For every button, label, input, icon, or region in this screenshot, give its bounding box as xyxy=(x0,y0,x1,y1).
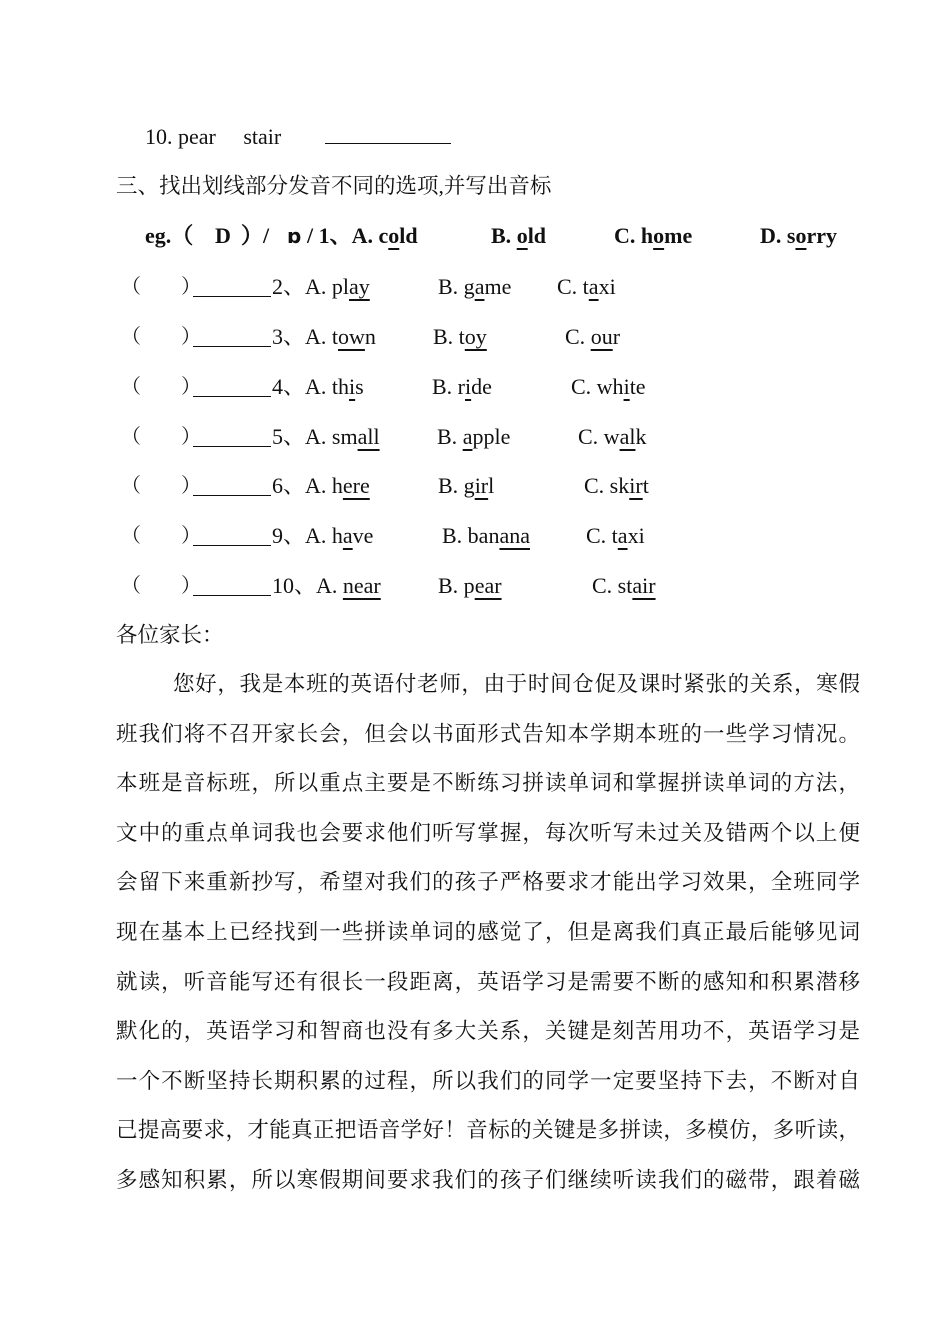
question-number: 4、A. xyxy=(272,374,332,399)
answer-paren[interactable]: （ ） xyxy=(121,376,201,398)
underlined-letters: ou xyxy=(590,324,613,349)
exercise-row xyxy=(0,272,900,302)
letter-line: 班我们将不召开家长会，但会以书面形式告知本学期本班的一些学习情况。 xyxy=(116,721,860,746)
option-prefix: th xyxy=(331,374,350,399)
phonetic-blank[interactable] xyxy=(193,523,271,546)
option-rest: de xyxy=(471,374,492,399)
underlined-letters: near xyxy=(342,573,381,598)
example-option-c xyxy=(614,221,692,251)
option-a xyxy=(272,272,370,302)
option-prefix: B. xyxy=(491,223,517,248)
option-rest: k xyxy=(635,424,647,449)
option-prefix: pl xyxy=(331,274,350,299)
example-option-a xyxy=(307,221,418,251)
letter-line: 您好，我是本班的英语付老师，由于时间仓促及课时紧张的关系，寒假 xyxy=(173,672,860,696)
option-prefix: B. xyxy=(437,424,463,449)
question-10-word2: stair xyxy=(243,124,282,149)
underlined-letters: ana xyxy=(499,523,530,548)
option-rest: xi xyxy=(627,523,645,548)
option-rest: t xyxy=(642,473,649,498)
question-number: 10、A. xyxy=(272,573,343,598)
option-c xyxy=(586,521,645,551)
question-number: 2、A. xyxy=(272,274,332,299)
letter-body xyxy=(116,660,860,1206)
option-a xyxy=(272,471,370,501)
underlined-letters: ere xyxy=(342,473,370,498)
option-b xyxy=(438,571,502,601)
option-rest: rry xyxy=(806,223,837,248)
option-b xyxy=(433,322,487,352)
underlined-letters: o xyxy=(653,223,665,248)
exercise-row xyxy=(0,571,900,601)
phonetic-blank[interactable] xyxy=(193,324,271,347)
option-b xyxy=(438,272,511,302)
letter-line: 多感知积累，所以寒假期间要求我们的孩子们继续听读我们的磁带，跟着磁 xyxy=(116,1167,860,1192)
section-heading: 三、找出划线部分发音不同的选项,并写出音标 xyxy=(116,174,552,198)
underlined-letters: a xyxy=(462,424,473,449)
option-rest: me xyxy=(484,274,512,299)
option-prefix: t xyxy=(331,324,339,349)
letter-line: 默化的，英语学习和智商也没有多大关系，关键是刻苦用功不，英语学习是 xyxy=(116,1019,860,1044)
answer-paren[interactable]: （ ） xyxy=(121,276,201,298)
exercise-row xyxy=(0,471,900,501)
option-prefix: C. t xyxy=(586,523,618,548)
underlined-letters: i xyxy=(349,374,356,399)
underlined-letters: i xyxy=(623,374,630,399)
underlined-letters: all xyxy=(357,424,380,449)
option-b xyxy=(432,372,492,402)
underlined-letters: o xyxy=(516,223,528,248)
letter-line: 文中的重点单词我也会要求他们听写掌握，每次听写未过关及错两个以上便 xyxy=(116,820,860,845)
option-c xyxy=(565,322,620,352)
underlined-letters: o xyxy=(388,223,400,248)
example-option-b xyxy=(491,221,546,251)
option-rest: ld xyxy=(399,223,418,248)
example-line xyxy=(145,221,865,251)
option-c xyxy=(557,272,616,302)
answer-paren[interactable]: （ ） xyxy=(121,575,201,597)
letter-greeting: 各位家长： xyxy=(116,623,224,647)
option-a xyxy=(272,521,373,551)
option-b xyxy=(438,471,494,501)
option-prefix: B. t xyxy=(433,324,465,349)
option-a xyxy=(272,571,381,601)
exercise-row xyxy=(0,372,900,402)
option-rest: r xyxy=(612,324,621,349)
option-a xyxy=(272,422,380,452)
option-prefix: B. p xyxy=(438,573,475,598)
option-rest: ve xyxy=(352,523,374,548)
option-rest: s xyxy=(355,374,364,399)
option-rest: xi xyxy=(598,274,616,299)
option-prefix: C. t xyxy=(557,274,589,299)
option-c xyxy=(584,471,649,501)
exercise-row xyxy=(0,422,900,452)
underlined-letters: a xyxy=(474,274,485,299)
underlined-letters: air xyxy=(632,573,656,598)
option-rest: n xyxy=(364,324,376,349)
option-rest: l xyxy=(488,473,495,498)
option-prefix: sm xyxy=(331,424,358,449)
underlined-letters: ir xyxy=(474,473,489,498)
phonetic-blank[interactable] xyxy=(193,473,271,496)
question-number: 9、A. xyxy=(272,523,332,548)
option-prefix: C. w xyxy=(578,424,620,449)
question-10-label: 10. pear xyxy=(145,124,216,149)
option-prefix: h xyxy=(331,523,343,548)
underlined-letters: ir xyxy=(629,473,643,498)
option-prefix: D. s xyxy=(760,223,796,248)
option-prefix: C. wh xyxy=(571,374,624,399)
underlined-letters: a xyxy=(342,523,353,548)
underlined-letters: al xyxy=(619,424,636,449)
option-a xyxy=(272,322,376,352)
example-answer: D xyxy=(215,223,231,248)
phonetic-blank[interactable] xyxy=(193,374,271,397)
option-c xyxy=(578,422,646,452)
underlined-letters: a xyxy=(617,523,628,548)
phonetic-blank[interactable] xyxy=(193,424,271,447)
underlined-letters: ow xyxy=(338,324,365,349)
option-prefix: h xyxy=(331,473,343,498)
option-c xyxy=(592,571,656,601)
answer-paren[interactable]: （ ） xyxy=(121,426,201,448)
letter-line: 现在基本上已经找到一些拼读单词的感觉了，但是离我们真正最后能够见词 xyxy=(116,919,860,944)
option-c xyxy=(571,372,646,402)
option-prefix: B. r xyxy=(432,374,465,399)
option-prefix: C. sk xyxy=(584,473,630,498)
option-prefix: C. st xyxy=(592,573,633,598)
question-10 xyxy=(145,121,451,152)
answer-paren[interactable]: （ ） xyxy=(121,326,201,348)
option-prefix: B. g xyxy=(438,274,475,299)
example-close: ）/ xyxy=(241,223,270,248)
option-b xyxy=(442,521,530,551)
phonetic-blank[interactable] xyxy=(193,573,271,596)
underlined-letters: ear xyxy=(474,573,502,598)
letter-line: 就读，听音能写还有很长一段距离，英语学习是需要不断的感知和积累潜移 xyxy=(116,969,860,994)
option-rest: me xyxy=(664,223,693,248)
answer-blank[interactable] xyxy=(325,121,451,144)
exercise-row xyxy=(0,521,900,551)
underlined-letters: o xyxy=(795,223,807,248)
option-a xyxy=(272,372,364,402)
question-number: 3、A. xyxy=(272,324,332,349)
letter-line: 一个不断坚持长期积累的过程，所以我们的同学一定要坚持下去，不断对自 xyxy=(116,1068,860,1093)
option-prefix: C. xyxy=(565,324,591,349)
underlined-letters: i xyxy=(465,374,472,399)
underlined-letters: oy xyxy=(464,324,487,349)
letter-line: 本班是音标班，所以重点主要是不断练习拼读单词和掌握拼读单词的方法， xyxy=(116,771,860,796)
question-number: 6、A. xyxy=(272,473,332,498)
underlined-letters: a xyxy=(588,274,599,299)
question-number: 5、A. xyxy=(272,424,332,449)
option-b xyxy=(437,422,510,452)
option-prefix: C. h xyxy=(614,223,654,248)
example-option-d xyxy=(760,221,837,251)
example-num: / 1、A. c xyxy=(307,223,389,248)
underlined-letters: ay xyxy=(349,274,370,299)
option-rest: pple xyxy=(472,424,511,449)
answer-paren[interactable]: （ ） xyxy=(121,525,201,547)
option-rest: ld xyxy=(527,223,547,248)
option-prefix: B. g xyxy=(438,473,475,498)
phonetic-blank[interactable] xyxy=(193,274,271,297)
exercise-row xyxy=(0,322,900,352)
letter-line: 己提高要求，才能真正把语音学好！音标的关键是多拼读，多模仿，多听读， xyxy=(116,1118,860,1143)
answer-paren[interactable]: （ ） xyxy=(121,475,201,497)
example-phoneme: ɒ xyxy=(287,224,302,248)
letter-line: 会留下来重新抄写，希望对我们的孩子严格要求才能出学习效果，全班同学 xyxy=(116,870,860,895)
option-prefix: B. ban xyxy=(442,523,500,548)
example-prefix: eg.（ xyxy=(145,223,194,248)
option-rest: te xyxy=(629,374,646,399)
